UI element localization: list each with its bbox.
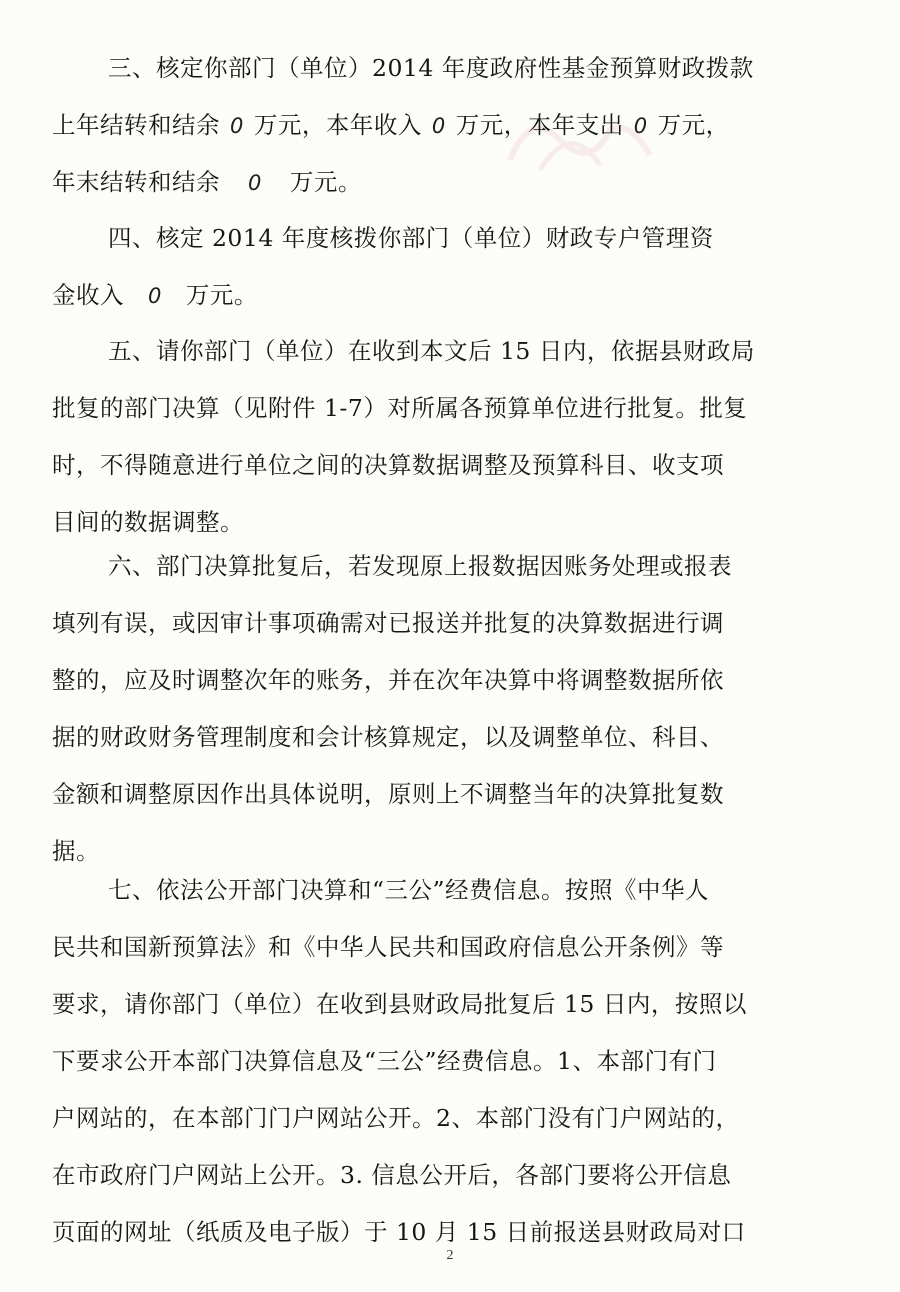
- paragraph-item-6: [52, 538, 852, 880]
- handwritten-value: 0: [633, 114, 648, 138]
- paragraph-line: 五、请你部门（单位）在收到本文后 15 日内，依据县财政局: [108, 337, 755, 365]
- paragraph-line: 在市政府门户网站上公开。3. 信息公开后，各部门要将公开信息: [52, 1161, 732, 1189]
- paragraph-line-with-values: [52, 97, 852, 154]
- paragraph-line: 七、依法公开部门决算和“三公”经费信息。按照《中华人: [108, 876, 710, 904]
- handwritten-value: 0: [248, 171, 262, 195]
- handwritten-value: 0: [148, 284, 162, 308]
- text-segment: 万元。: [185, 281, 258, 309]
- paragraph-line: 时，不得随意进行单位之间的决算数据调整及预算科目、收支项: [52, 451, 724, 479]
- paragraph-line: 下要求公开本部门决算信息及“三公”经费信息。1、本部门有门: [52, 1047, 717, 1075]
- text-segment: 万元。: [289, 168, 362, 196]
- text-segment: 金收入: [52, 281, 124, 309]
- paragraph-item-5: [52, 323, 852, 551]
- text-segment: 万元，: [657, 111, 730, 139]
- paragraph-line: 整的，应及时调整次年的账务，并在次年决算中将调整数据所依: [52, 666, 724, 694]
- paragraph-line: 户网站的，在本部门门户网站公开。2、本部门没有门户网站的，: [52, 1104, 740, 1132]
- paragraph-line: 批复的部门决算（见附件 1-7）对所属各预算单位进行批复。批复: [52, 394, 748, 422]
- handwritten-value: 0: [230, 114, 244, 138]
- paragraph-line: 四、核定 2014 年度核拨你部门（单位）财政专户管理资: [108, 224, 714, 252]
- paragraph-line: 据的财政财务管理制度和会计核算规定，以及调整单位、科目、: [52, 723, 724, 751]
- paragraph-line: 六、部门决算批复后，若发现原上报数据因账务处理或报表: [108, 552, 732, 580]
- paragraph-line: 据。: [52, 837, 100, 865]
- paragraph-line: 民共和国新预算法》和《中华人民共和国政府信息公开条例》等: [52, 933, 724, 961]
- paragraph-line-with-values: [52, 267, 852, 324]
- paragraph-line: 要求，请你部门（单位）在收到县财政局批复后 15 日内，按照以: [52, 990, 747, 1018]
- text-segment: 万元，本年收入: [253, 111, 422, 139]
- paragraph-line: 页面的网址（纸质及电子版）于 10 月 15 日前报送县财政局对口: [52, 1218, 746, 1246]
- page-number: 2: [446, 1248, 454, 1263]
- paragraph-line: 填列有误，或因审计事项确需对已报送并批复的决算数据进行调: [52, 609, 724, 637]
- paragraph-item-3: [52, 40, 852, 211]
- paragraph-line-with-values: [52, 154, 852, 211]
- paragraph-line: 三、核定你部门（单位）2014 年度政府性基金预算财政拨款: [108, 54, 754, 82]
- text-segment: 上年结转和结余: [52, 111, 220, 139]
- handwritten-value: 0: [431, 114, 446, 138]
- paragraph-item-7: [52, 862, 852, 1261]
- paragraph-line: 目间的数据调整。: [52, 508, 244, 536]
- paragraph-item-4: [52, 210, 852, 324]
- text-segment: 万元，本年支出: [455, 111, 624, 139]
- paragraph-line: 金额和调整原因作出具体说明，原则上不调整当年的决算批复数: [52, 780, 724, 808]
- text-segment: 年末结转和结余: [52, 168, 220, 196]
